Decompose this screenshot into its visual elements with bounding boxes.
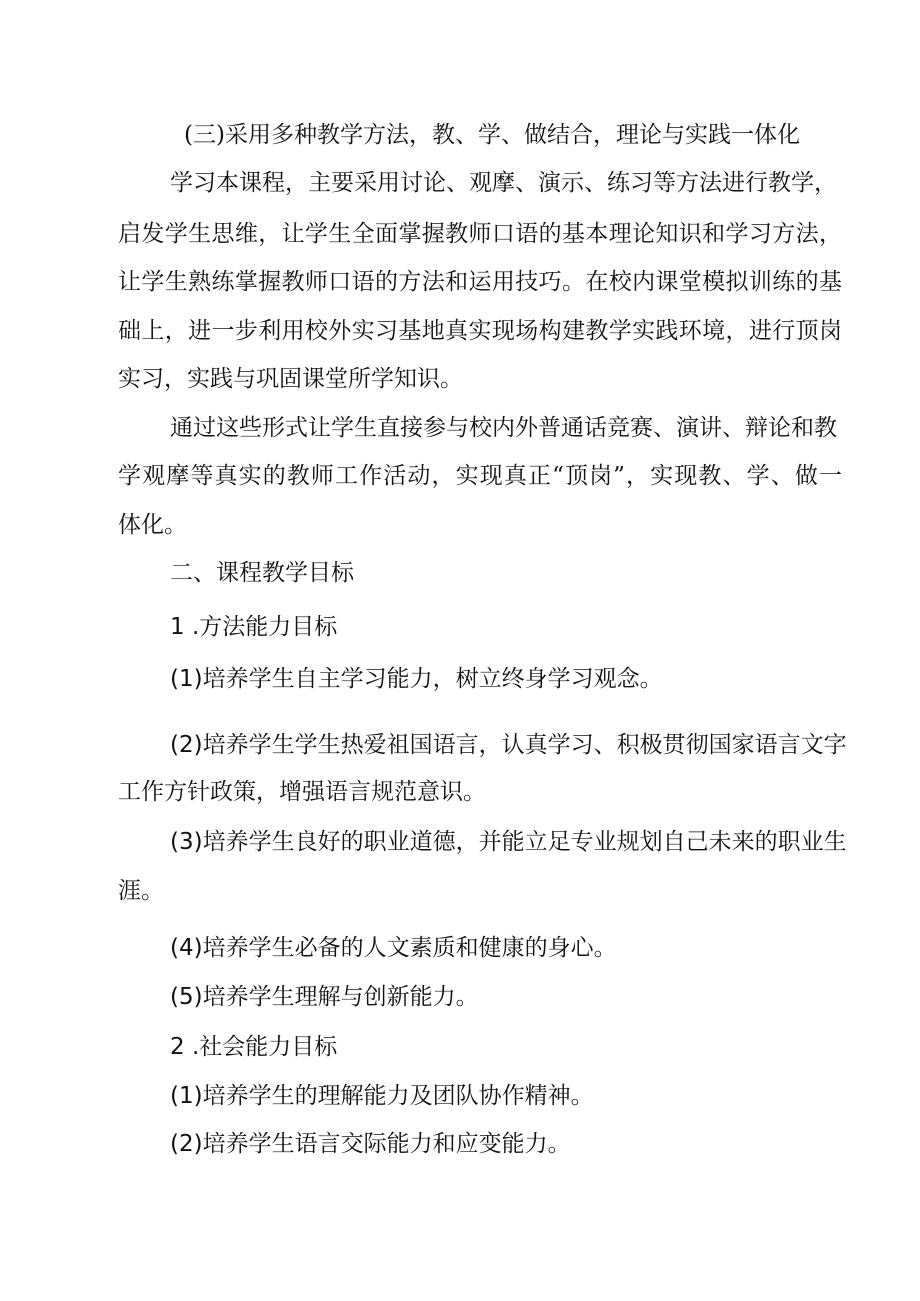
goal-2-item: (1)培养学生的理解能力及团队协作精神。 [170,1083,594,1109]
goal-1-item-continuation: 工作方针政策，增强语言规范意识。 [118,779,486,805]
goal-1-item: (5)培养学生理解与创新能力。 [170,984,479,1010]
paragraph-line: 学观摩等真实的教师工作活动，实现真正“顶岗”，实现教、学、做一 [118,463,842,489]
goal-2-title: 2 .社会能力目标 [170,1034,338,1060]
paragraph-line: 实习，实践与巩固课堂所学知识。 [118,366,463,392]
goal-1-item: (4)培养学生必备的人文素质和健康的身心。 [170,935,617,961]
section-heading: (三)采用多种教学方法，教、学、做结合，理论与实践一体化 [184,122,800,148]
paragraph-line: 体化。 [118,512,187,538]
paragraph-line: 通过这些形式让学生直接参与校内外普通话竞赛、演讲、辩论和教 [170,415,837,441]
goal-1-item: (1)培养学生自主学习能力，树立终身学习观念。 [170,666,663,692]
paragraph-line: 启发学生思维，让学生全面掌握教师口语的基本理论知识和学习方法， [118,221,842,247]
goal-1-item-continuation: 涯。 [118,878,164,904]
chapter-heading: 二、课程教学目标 [170,560,354,586]
goal-1-item: (2)培养学生学生热爱祖国语言，认真学习、积极贯彻国家语言文字 [170,732,847,758]
paragraph-line: 学习本课程，主要采用讨论、观摩、演示、练习等方法进行教学， [170,170,837,196]
paragraph-line: 础上，进一步利用校外实习基地真实现场构建教学实践环境，进行顶岗 [118,318,842,344]
goal-1-item: (3)培养学生良好的职业道德，并能立足专业规划自己未来的职业生 [170,829,847,855]
goal-2-item: (2)培养学生语言交际能力和应变能力。 [170,1131,571,1157]
paragraph-line: 让学生熟练掌握教师口语的方法和运用技巧。在校内课堂模拟训练的基 [118,269,842,295]
goal-1-title: 1 .方法能力目标 [170,614,338,640]
